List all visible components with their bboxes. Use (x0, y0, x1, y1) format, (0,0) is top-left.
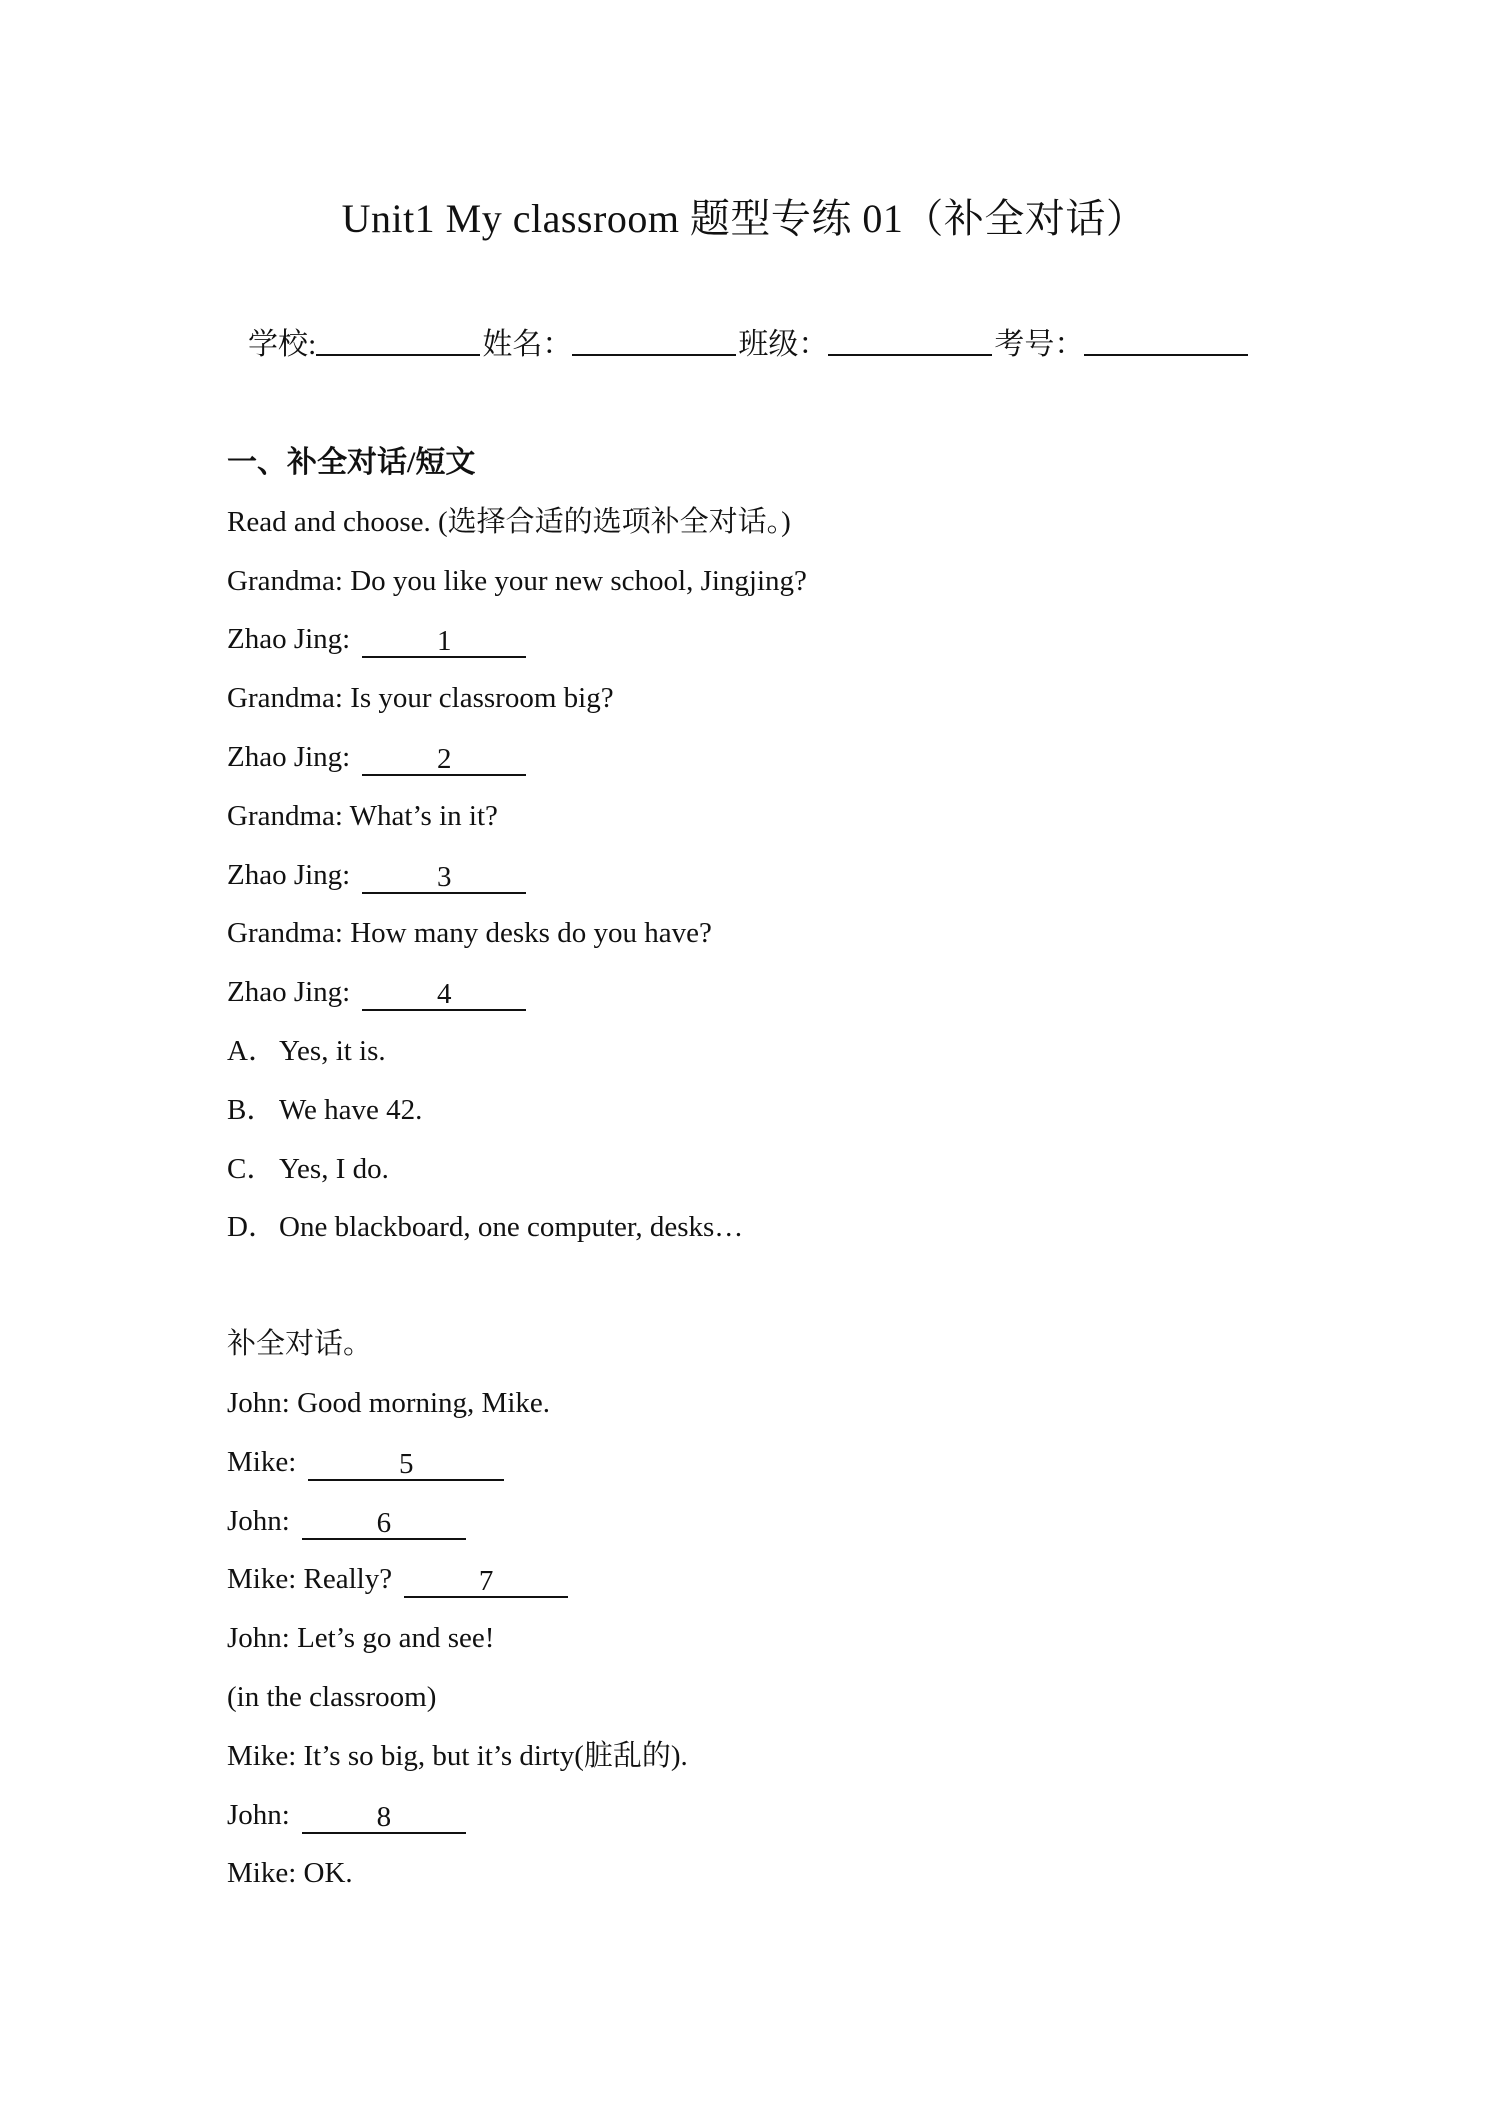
stage-direction: (in the classroom) (227, 1680, 437, 1713)
answer-blank-7[interactable]: 7 (404, 1566, 568, 1598)
option-a (227, 1031, 1327, 1090)
answer-blank-2[interactable]: 2 (362, 744, 526, 776)
section-heading: 一、补全对话/短文 (227, 446, 476, 479)
dialogue-line: Grandma: Do you like your new school, Jingjing? (227, 564, 807, 597)
name-field[interactable] (572, 326, 736, 356)
answer-blank-4[interactable]: 4 (362, 979, 526, 1011)
dialogue-line (227, 619, 1327, 678)
dialogue-line (227, 855, 1327, 914)
exercise-content (227, 443, 1327, 1912)
option-letter: C． (227, 1152, 276, 1185)
dialogue-line: Grandma: What’s in it? (227, 799, 498, 832)
dialogue-line: Mike: It’s so big, but it’s dirty(脏乱的). (227, 1739, 688, 1772)
option-text: Yes, it is. (279, 1034, 386, 1067)
option-letter: A． (227, 1034, 277, 1067)
dialogue-line (227, 737, 1327, 796)
answer-blank-8[interactable]: 8 (302, 1802, 466, 1834)
speaker-label: John: (227, 1504, 290, 1537)
speaker-label: Zhao Jing: (227, 976, 351, 1009)
instruction-text: Read and choose. (选择合适的选项补全对话。) (227, 505, 791, 538)
student-info-row (248, 325, 1250, 365)
option-letter: D． (227, 1211, 277, 1244)
dialogue-line: Grandma: How many desks do you have? (227, 917, 712, 950)
name-label: 姓名： (482, 328, 573, 361)
option-text: One blackboard, one computer, desks… (279, 1211, 744, 1244)
dialogue-line: John: Good morning, Mike. (227, 1386, 551, 1419)
dialogue-line (227, 1501, 1327, 1560)
speaker-label: Zhao Jing: (227, 740, 351, 773)
exam-number-field[interactable] (1084, 326, 1248, 356)
speaker-label: Zhao Jing: (227, 623, 351, 656)
dialogue-line (227, 972, 1327, 1031)
answer-blank-3[interactable]: 3 (362, 862, 526, 894)
speaker-label: Zhao Jing: (227, 858, 351, 891)
speaker-label: Mike: (227, 1445, 297, 1478)
option-b (227, 1090, 1327, 1149)
answer-blank-1[interactable]: 1 (362, 626, 526, 658)
option-d (227, 1207, 1327, 1266)
exam-number-label: 考号： (994, 328, 1085, 361)
section-spacer (227, 1266, 1327, 1324)
answer-blank-6[interactable]: 6 (302, 1508, 466, 1540)
school-label: 学校: (248, 328, 317, 361)
dialogue-line (227, 1559, 1327, 1618)
option-letter: B． (227, 1093, 276, 1126)
option-text: Yes, I do. (279, 1152, 389, 1185)
class-field[interactable] (828, 326, 992, 356)
speaker-label: John: (227, 1798, 290, 1831)
option-text: We have 42. (279, 1093, 423, 1126)
dialogue-line: Grandma: Is your classroom big? (227, 682, 614, 715)
dialogue-line (227, 1442, 1327, 1501)
page-title: Unit1 My classroom 题型专练 01（补全对话） (341, 196, 1147, 241)
instruction-text-2: 补全对话。 (227, 1328, 373, 1361)
class-label: 班级： (738, 328, 829, 361)
school-field[interactable] (316, 326, 480, 356)
option-c (227, 1149, 1327, 1208)
speaker-label: Mike: Really? (227, 1563, 393, 1596)
dialogue-line (227, 1795, 1327, 1854)
dialogue-line: John: Let’s go and see! (227, 1622, 495, 1655)
dialogue-line: Mike: OK. (227, 1857, 353, 1890)
answer-blank-5[interactable]: 5 (308, 1449, 504, 1481)
